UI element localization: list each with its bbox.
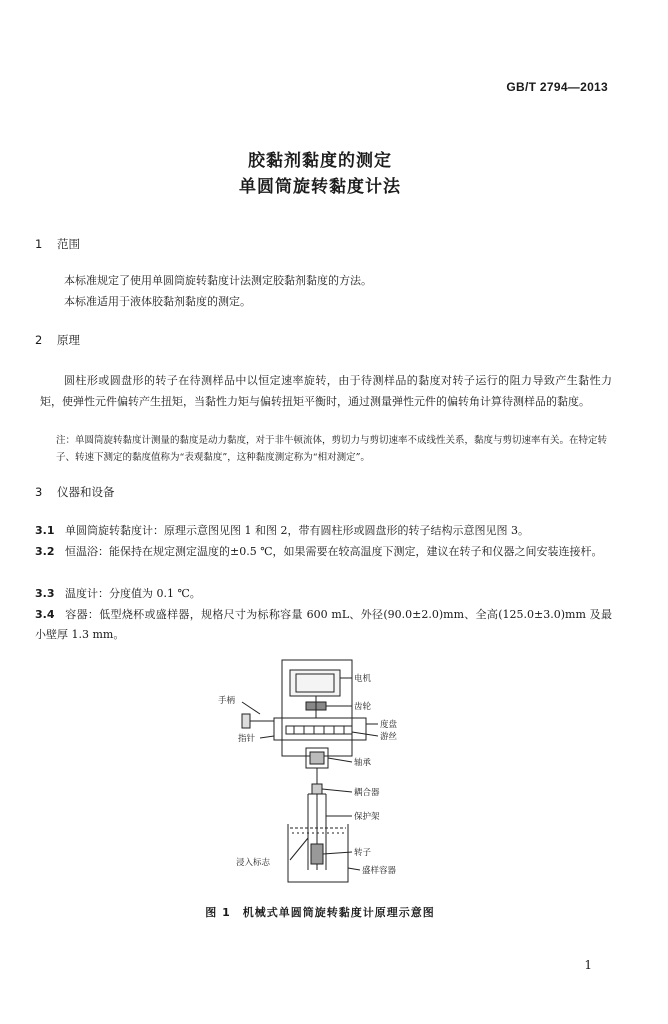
- clause-number: 3.2: [35, 545, 55, 558]
- section-number: 2: [35, 333, 43, 347]
- section-title: 仪器和设备: [57, 485, 115, 499]
- principle-paragraph: 圆柱形或圆盘形的转子在待测样品中以恒定速率旋转，由于待测样品的黏度对转子运行的阻力导致产生黏性力矩，使弹性元件偏转产生扭矩，当黏性力矩与偏转扭矩平衡时，通过测量弹性元件的偏转角计算待测样品的黏度。: [40, 374, 612, 408]
- label-immersion-mark: 浸入标志: [236, 858, 271, 868]
- clause-text: 单圆筒旋转黏度计：原理示意图见图 1 和图 2，带有圆柱形或圆盘形的转子结构示意图见图 3。: [65, 524, 529, 537]
- scope-paragraph-1: 本标准规定了使用单圆筒旋转黏度计法测定胶黏剂黏度的方法。: [64, 274, 372, 287]
- clause-number: 3.1: [35, 524, 55, 537]
- clause-number: 3.4: [35, 608, 55, 621]
- viscometer-diagram: [220, 656, 420, 896]
- clause-3-1: [35, 521, 612, 541]
- label-knob: 手柄: [218, 696, 236, 706]
- clause-text: 恒温浴：能保持在规定测定温度的±0.5 ℃，如果需要在较高温度下测定，建议在转子和仪器之间安装连接杆。: [65, 545, 603, 558]
- section-title: 范围: [57, 237, 80, 251]
- page-number: 1: [584, 958, 592, 972]
- label-container: 盛样容器: [362, 866, 397, 876]
- clause-text: 容器：低型烧杯或盛样器，规格尺寸为标称容量 600 mL、外径(90.0±2.0)mm、全高(125.0±3.0)mm 及最小壁厚 1.3 mm。: [35, 608, 612, 641]
- section-number: 3: [35, 485, 43, 499]
- standard-number: GB/T 2794—2013: [506, 80, 608, 94]
- scope-paragraph-2: 本标准适用于液体胶黏剂黏度的测定。: [64, 295, 251, 308]
- label-gear: 齿轮: [354, 702, 372, 712]
- section-1-heading: [35, 236, 80, 252]
- clause-number: 3.3: [35, 587, 55, 600]
- label-motor: 电机: [354, 674, 372, 684]
- label-pointer: 指针: [238, 734, 256, 744]
- label-bearing: 轴承: [354, 758, 372, 768]
- clause-text: 温度计：分度值为 0.1 ℃。: [65, 587, 201, 600]
- document-title: 胶黏剂黏度的测定: [248, 151, 392, 171]
- principle-note: 注：单圆筒旋转黏度计测量的黏度是动力黏度，对于非牛顿流体，剪切力与剪切速率不成线性关系，黏度与剪切速率有关。在特定转子、转速下测定的黏度值称为“表观黏度”，这种黏度测定称为“相对测定”。: [56, 435, 608, 463]
- clause-3-2: [35, 542, 612, 562]
- clause-3-4: [35, 605, 612, 645]
- section-number: 1: [35, 237, 43, 251]
- section-2-heading: [35, 332, 80, 348]
- section-title: 原理: [57, 333, 80, 347]
- label-dial: 度盘: [380, 720, 398, 730]
- section-3-heading: [35, 484, 115, 500]
- label-coupling: 耦合器: [354, 788, 380, 798]
- label-spring: 游丝: [380, 732, 398, 742]
- figure-caption: 图 1 机械式单圆筒旋转黏度计原理示意图: [205, 906, 435, 919]
- clause-3-3: [35, 584, 612, 604]
- label-rotor: 转子: [354, 848, 372, 858]
- label-guard: 保护架: [354, 812, 380, 822]
- document-subtitle: 单圆筒旋转黏度计法: [239, 177, 401, 197]
